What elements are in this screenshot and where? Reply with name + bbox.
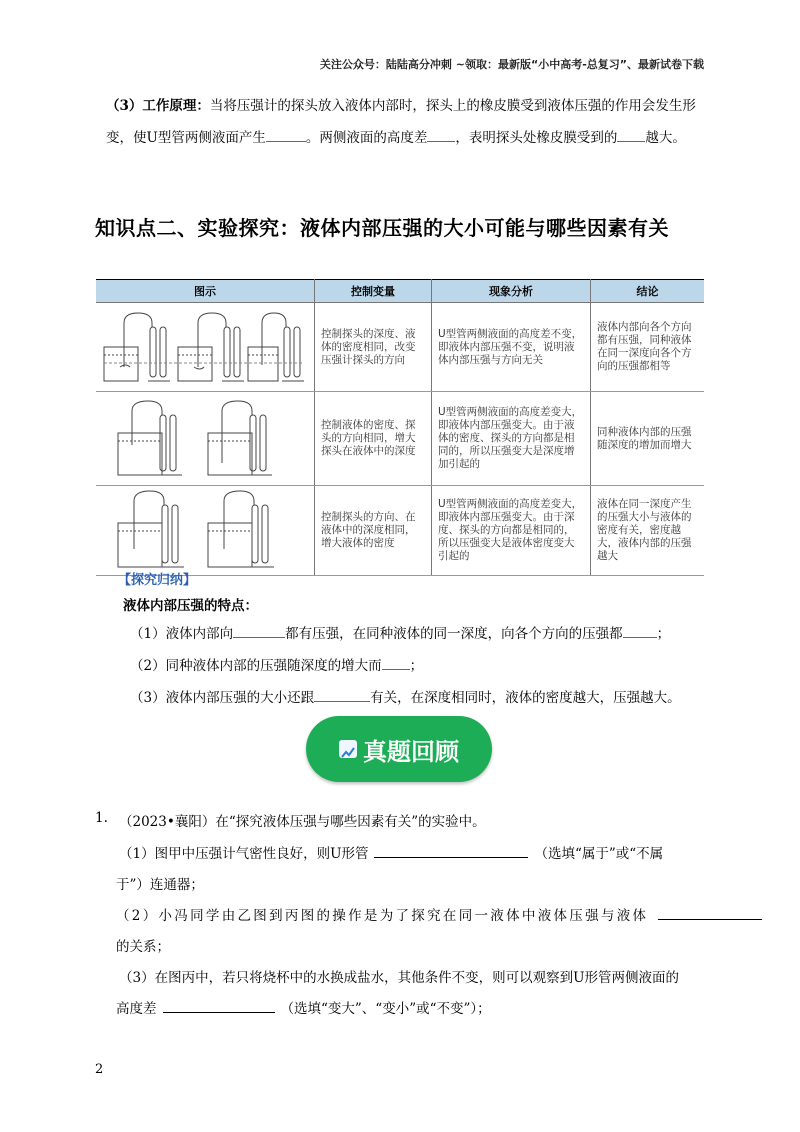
principle-text-1: 当将压强计的探头放入液体内部时，探头上的橡皮膜受到液体压强的作用会发生形变，使U型管两侧液面产生 bbox=[106, 98, 696, 146]
working-principle bbox=[106, 90, 708, 154]
phenomenon-cell: U型管两侧液面的高度差变大，即液体内部压强变大。由于液体的密度、探头的方向都是相同的，所以压强变大是深度增加引起的 bbox=[432, 392, 591, 486]
figure-cell bbox=[96, 392, 315, 486]
conclusion-cell: 液体在同一深度产生的压强大小与液体的密度有关，密度越大，液体内部的压强越大 bbox=[591, 486, 705, 576]
table-row bbox=[96, 303, 704, 392]
principle-text-4: 越大。 bbox=[645, 130, 686, 146]
header-figure: 图示 bbox=[96, 280, 315, 303]
question-part-3-cont: 高度差 （选填“变大”、“变小”或“不变”）； bbox=[116, 997, 491, 1017]
question-part-1: （1）图甲中压强计气密性良好，则U形管 （选填“属于”或“不属 bbox=[119, 842, 663, 862]
blank-1[interactable] bbox=[266, 127, 306, 142]
question-part-3: （3）在图丙中，若只将烧杯中的水换成盐水，其他条件不变，则可以观察到U形管两侧液面的 bbox=[119, 970, 679, 986]
summary-tag: 【探究归纳】 bbox=[118, 573, 197, 588]
pressure-gauge-illustration-direction bbox=[98, 305, 308, 389]
blank-5[interactable] bbox=[623, 623, 657, 638]
blank-4[interactable] bbox=[233, 623, 285, 638]
summary-line-2: （2）同种液体内部的压强随深度的增大而 ； bbox=[130, 654, 423, 674]
pressure-gauge-illustration-depth bbox=[98, 397, 308, 481]
header-conclusion: 结论 bbox=[591, 280, 705, 303]
page-header: 关注公众号：陆陆高分冲刺 ~领取：最新版“小中高考-总复习”、最新试卷下载 bbox=[319, 58, 704, 71]
review-button[interactable] bbox=[306, 716, 492, 782]
conclusion-cell: 液体内部向各个方向都有压强，同种液体在同一深度向各个方向的压强都相等 bbox=[591, 303, 705, 392]
chart-icon bbox=[339, 740, 357, 758]
principle-text-3: ，表明探头处橡皮膜受到的 bbox=[455, 130, 618, 146]
answer-blank-3[interactable] bbox=[163, 998, 275, 1013]
summary-line-3: （3）液体内部压强的大小还跟 有关，在深度相同时，液体的密度越大，压强越大。 bbox=[130, 686, 681, 706]
control-cell: 控制探头的方向、在液体中的深度相同，增大液体的密度 bbox=[315, 486, 432, 576]
header-phenomenon: 现象分析 bbox=[432, 280, 591, 303]
header-control: 控制变量 bbox=[315, 280, 432, 303]
section-title: 知识点二、实验探究：液体内部压强的大小可能与哪些因素有关 bbox=[95, 216, 669, 240]
page-number: 2 bbox=[95, 1062, 104, 1077]
figure-cell bbox=[96, 303, 315, 392]
summary-line-1: （1）液体内部向 都有压强，在同种液体的同一深度，向各个方向的压强都 ； bbox=[130, 622, 670, 642]
experiment-table bbox=[96, 279, 704, 576]
conclusion-cell: 同种液体内部的压强随深度的增加而增大 bbox=[591, 392, 705, 486]
summary-title: 液体内部压强的特点： bbox=[123, 598, 258, 614]
table-row bbox=[96, 486, 704, 576]
control-cell: 控制探头的深度、液体的密度相同，改变压强计探头的方向 bbox=[315, 303, 432, 392]
question-part-2: （2）小冯同学由乙图到丙图的操作是为了探究在同一液体中液体压强与液体 bbox=[116, 904, 762, 924]
blank-6[interactable] bbox=[382, 655, 410, 670]
answer-blank-2[interactable] bbox=[658, 905, 762, 920]
phenomenon-cell: U型管两侧液面的高度差不变，即液体内部压强不变，说明液体内部压强与方向无关 bbox=[432, 303, 591, 392]
blank-3[interactable] bbox=[617, 127, 645, 142]
principle-label: （3）工作原理： bbox=[106, 98, 210, 114]
question-part-2-cont: 的关系； bbox=[116, 939, 170, 955]
review-button-label: 真题回顾 bbox=[363, 737, 459, 766]
question-number: 1. bbox=[95, 810, 108, 826]
pressure-gauge-illustration-density bbox=[98, 489, 308, 573]
question-stem: （2023•襄阳）在“探究液体压强与哪些因素有关”的实验中。 bbox=[119, 814, 486, 830]
question-part-1-cont: 于”）连通器； bbox=[116, 877, 204, 893]
control-cell: 控制液体的密度、探头的方向相同，增大探头在液体中的深度 bbox=[315, 392, 432, 486]
table-row bbox=[96, 392, 704, 486]
blank-2[interactable] bbox=[427, 127, 455, 142]
figure-cell bbox=[96, 486, 315, 576]
answer-blank-1[interactable] bbox=[374, 843, 528, 858]
blank-7[interactable] bbox=[314, 687, 370, 702]
principle-text-2: 。两侧液面的高度差 bbox=[305, 130, 428, 146]
phenomenon-cell: U型管两侧液面的高度差变大，即液体内部压强变大。由于深度、探头的方向都是相同的，所以压强变大是液体密度变大引起的 bbox=[432, 486, 591, 576]
